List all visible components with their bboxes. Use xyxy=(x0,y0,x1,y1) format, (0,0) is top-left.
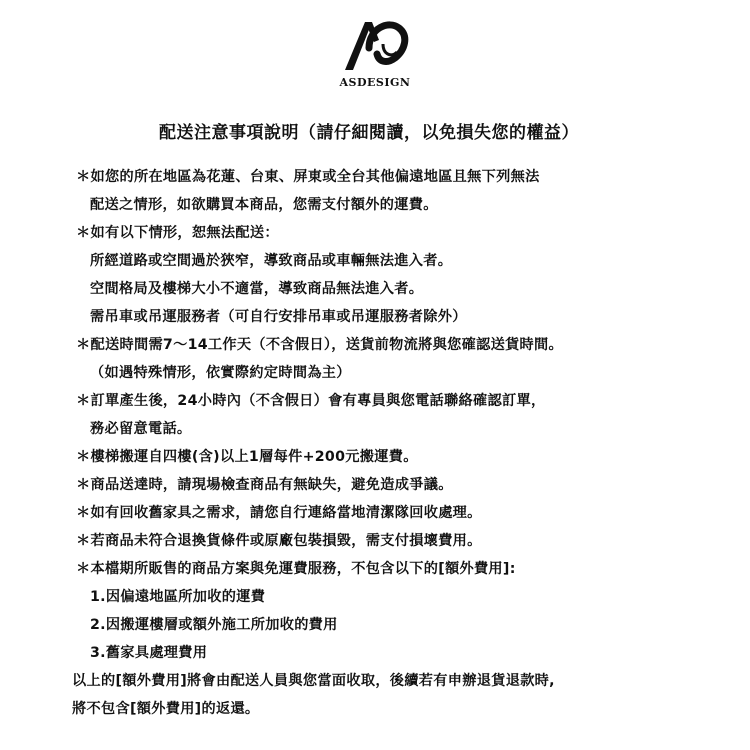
as-monogram-icon xyxy=(339,14,411,72)
notice-line: ＊如有以下情形，恕無法配送： xyxy=(76,225,279,241)
notice-line: 3.舊家具處理費用 xyxy=(90,645,208,661)
notice-line: 配送之情形，如欲購買本商品，您需支付額外的運費。 xyxy=(90,197,438,213)
brand-logo xyxy=(316,14,434,104)
notice-line: 空間格局及樓梯大小不適當，導致商品無法進入者。 xyxy=(90,281,424,297)
notice-line: 2.因搬運樓層或額外施工所加收的費用 xyxy=(90,617,338,633)
notice-line: 1.因偏遠地區所加收的運費 xyxy=(90,589,266,605)
notice-line: ＊訂單產生後，24小時內（不含假日）會有專員與您電話聯絡確認訂單， xyxy=(76,393,546,409)
notice-line: 需吊車或吊運服務者（可自行安排吊車或吊運服務者除外） xyxy=(90,309,467,325)
notice-line: ＊配送時間需7～14工作天（不含假日），送貨前物流將與您確認送貨時間。 xyxy=(76,337,564,353)
notice-line: ＊本檔期所販售的商品方案與免運費服務，不包含以下的[額外費用]: xyxy=(76,561,516,577)
brand-name: ASDESIGN xyxy=(339,76,411,89)
notice-line: ＊如您的所在地區為花蓮、台東、屏東或全台其他偏遠地區且無下列無法 xyxy=(76,169,540,185)
notice-line: ＊如有回收舊家具之需求，請您自行連絡當地清潔隊回收處理。 xyxy=(76,505,482,521)
notice-line: ＊若商品未符合退換貨條件或原廠包裝損毀，需支付損壞費用。 xyxy=(76,533,482,549)
notice-line: （如遇特殊情形，依實際約定時間為主） xyxy=(90,365,351,381)
page-title: 配送注意事項說明（請仔細閱讀，以免損失您的權益） xyxy=(159,123,579,143)
notice-line: ＊商品送達時，請現場檢查商品有無缺失，避免造成爭議。 xyxy=(76,477,453,493)
notice-line: 所經道路或空間過於狹窄，導致商品或車輛無法進入者。 xyxy=(90,253,453,269)
notice-line: 務必留意電話。 xyxy=(90,421,192,437)
notice-line: 將不包含[額外費用]的返還。 xyxy=(72,701,260,717)
notice-line: ＊樓梯搬運自四樓(含)以上1層每件+200元搬運費。 xyxy=(76,449,418,465)
notice-line: 以上的[額外費用]將會由配送人員與您當面收取，後續若有申辦退貨退款時, xyxy=(72,673,555,689)
